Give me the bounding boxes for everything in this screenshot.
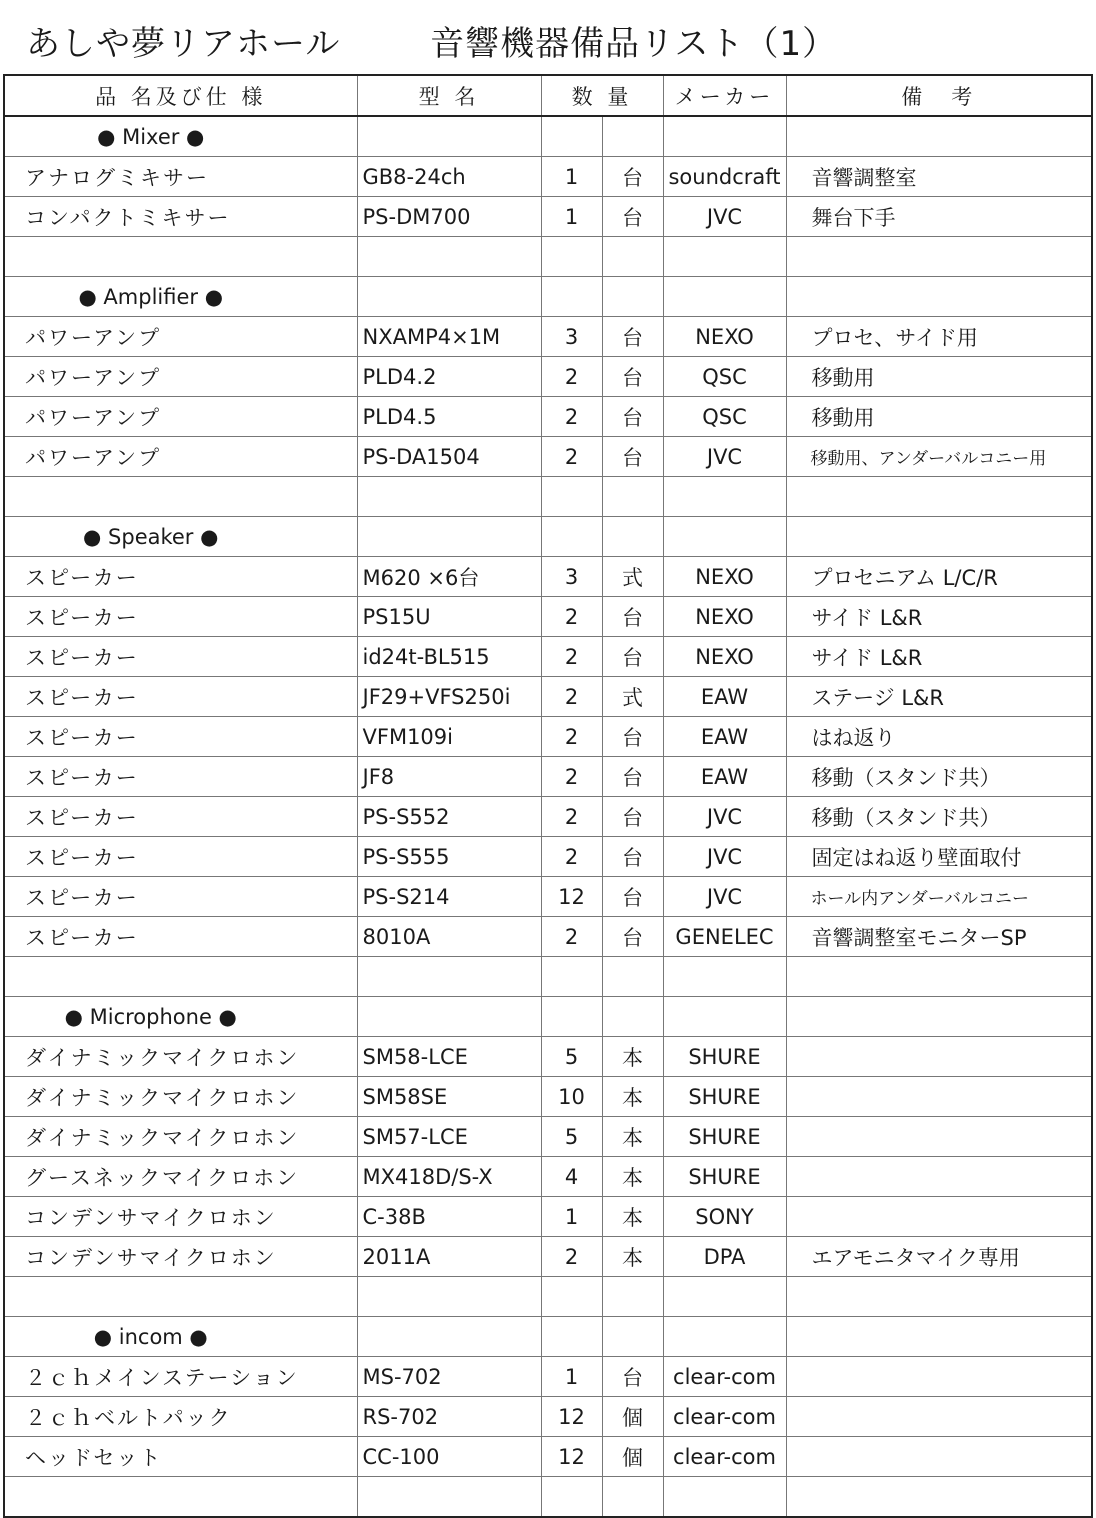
cell-qty: 2 xyxy=(541,357,602,397)
table-row xyxy=(4,1197,1092,1237)
cell-qty xyxy=(541,237,602,277)
cell-model: JF8 xyxy=(357,757,541,797)
cell-maker xyxy=(663,1277,786,1317)
category-label: ● Amplifier ● xyxy=(4,277,357,317)
cell-name: ダイナミックマイクロホン xyxy=(4,1037,357,1077)
cell-unit xyxy=(602,277,663,317)
cell-model xyxy=(357,477,541,517)
cell-maker xyxy=(663,477,786,517)
cell-model: id24t-BL515 xyxy=(357,637,541,677)
category-label: ● Microphone ● xyxy=(4,997,357,1037)
cell-name: パワーアンプ xyxy=(4,317,357,357)
cell-maker xyxy=(663,517,786,557)
cell-model: PS-S214 xyxy=(357,877,541,917)
cell-name: パワーアンプ xyxy=(4,357,357,397)
table-row xyxy=(4,1237,1092,1277)
cell-qty: 2 xyxy=(541,757,602,797)
cell-unit: 台 xyxy=(602,917,663,957)
cell-unit: 台 xyxy=(602,717,663,757)
cell-model: C-38B xyxy=(357,1197,541,1237)
cell-note xyxy=(786,1317,1092,1357)
table-header-row xyxy=(4,75,1092,116)
cell-qty: 2 xyxy=(541,717,602,757)
cell-maker: soundcraft xyxy=(663,157,786,197)
table-row xyxy=(4,557,1092,597)
category-row xyxy=(4,517,1092,557)
table-row xyxy=(4,437,1092,477)
cell-maker: NEXO xyxy=(663,557,786,597)
document-title: 音響機器備品リスト（1） xyxy=(430,24,838,64)
cell-unit: 本 xyxy=(602,1237,663,1277)
cell-unit: 式 xyxy=(602,677,663,717)
cell-qty: 2 xyxy=(541,437,602,477)
table-row xyxy=(4,317,1092,357)
cell-note xyxy=(786,957,1092,997)
cell-name: ダイナミックマイクロホン xyxy=(4,1077,357,1117)
cell-note: ステージ L&R xyxy=(786,677,1092,717)
cell-note xyxy=(786,1117,1092,1157)
cell-note xyxy=(786,237,1092,277)
cell-note xyxy=(786,1477,1092,1518)
cell-unit xyxy=(602,477,663,517)
cell-note: サイド L&R xyxy=(786,637,1092,677)
cell-maker: SHURE xyxy=(663,1077,786,1117)
cell-unit: 本 xyxy=(602,1037,663,1077)
cell-qty: 1 xyxy=(541,197,602,237)
cell-maker: JVC xyxy=(663,877,786,917)
cell-model xyxy=(357,957,541,997)
cell-model: PS15U xyxy=(357,597,541,637)
cell-note xyxy=(786,477,1092,517)
cell-unit: 台 xyxy=(602,757,663,797)
cell-note: エアモニタマイク専用 xyxy=(786,1237,1092,1277)
cell-name: ２ｃｈメインステーション xyxy=(4,1357,357,1397)
cell-qty: 12 xyxy=(541,877,602,917)
table-row xyxy=(4,357,1092,397)
category-row xyxy=(4,116,1092,157)
cell-note: 移動用 xyxy=(786,357,1092,397)
cell-qty: 1 xyxy=(541,157,602,197)
table-body xyxy=(4,116,1092,1517)
cell-model: CC-100 xyxy=(357,1437,541,1477)
table-row xyxy=(4,637,1092,677)
cell-model xyxy=(357,1477,541,1518)
cell-qty xyxy=(541,1477,602,1518)
cell-name: スピーカー xyxy=(4,637,357,677)
table-row xyxy=(4,917,1092,957)
cell-maker: QSC xyxy=(663,397,786,437)
cell-unit xyxy=(602,517,663,557)
cell-note xyxy=(786,1437,1092,1477)
cell-maker xyxy=(663,116,786,157)
cell-note: 固定はね返り壁面取付 xyxy=(786,837,1092,877)
cell-qty xyxy=(541,477,602,517)
blank-row xyxy=(4,1477,1092,1518)
cell-unit xyxy=(602,957,663,997)
cell-unit xyxy=(602,1317,663,1357)
cell-maker: clear-com xyxy=(663,1397,786,1437)
category-row xyxy=(4,997,1092,1037)
cell-model: PS-DA1504 xyxy=(357,437,541,477)
cell-model xyxy=(357,277,541,317)
cell-model: 2011A xyxy=(357,1237,541,1277)
cell-name xyxy=(4,957,357,997)
cell-note: 移動（スタンド共） xyxy=(786,797,1092,837)
cell-qty: 2 xyxy=(541,917,602,957)
cell-qty: 2 xyxy=(541,397,602,437)
cell-model: SM58-LCE xyxy=(357,1037,541,1077)
cell-qty: 3 xyxy=(541,557,602,597)
cell-note: 移動用、アンダーバルコニー用 xyxy=(786,437,1092,477)
cell-qty: 2 xyxy=(541,637,602,677)
cell-name: コンデンサマイクロホン xyxy=(4,1197,357,1237)
cell-qty: 5 xyxy=(541,1117,602,1157)
table-row xyxy=(4,677,1092,717)
cell-maker: clear-com xyxy=(663,1357,786,1397)
cell-qty: 1 xyxy=(541,1197,602,1237)
cell-note: プロセニアム L/C/R xyxy=(786,557,1092,597)
cell-name: スピーカー xyxy=(4,877,357,917)
cell-unit: 個 xyxy=(602,1437,663,1477)
cell-qty: 10 xyxy=(541,1077,602,1117)
cell-note xyxy=(786,1157,1092,1197)
table-row xyxy=(4,397,1092,437)
cell-qty: 3 xyxy=(541,317,602,357)
cell-unit: 本 xyxy=(602,1197,663,1237)
cell-note xyxy=(786,1197,1092,1237)
cell-maker: JVC xyxy=(663,197,786,237)
header-qty: 数 量 xyxy=(541,75,663,116)
cell-note: 舞台下手 xyxy=(786,197,1092,237)
cell-unit: 台 xyxy=(602,637,663,677)
cell-name: コンデンサマイクロホン xyxy=(4,1237,357,1277)
cell-unit: 台 xyxy=(602,197,663,237)
cell-unit: 台 xyxy=(602,357,663,397)
equipment-table xyxy=(3,74,1093,1518)
cell-unit xyxy=(602,997,663,1037)
cell-maker: QSC xyxy=(663,357,786,397)
header-maker: メーカー xyxy=(663,75,786,116)
cell-note: プロセ、サイド用 xyxy=(786,317,1092,357)
cell-model: VFM109i xyxy=(357,717,541,757)
cell-qty: 12 xyxy=(541,1437,602,1477)
cell-name xyxy=(4,477,357,517)
cell-maker xyxy=(663,237,786,277)
cell-name xyxy=(4,237,357,277)
cell-note: はね返り xyxy=(786,717,1092,757)
cell-name: パワーアンプ xyxy=(4,437,357,477)
blank-row xyxy=(4,237,1092,277)
cell-name: ダイナミックマイクロホン xyxy=(4,1117,357,1157)
cell-qty: 2 xyxy=(541,1237,602,1277)
cell-note: 音響調整室モニターSP xyxy=(786,917,1092,957)
cell-maker: EAW xyxy=(663,677,786,717)
cell-maker: SHURE xyxy=(663,1037,786,1077)
cell-unit: 式 xyxy=(602,557,663,597)
cell-unit: 台 xyxy=(602,837,663,877)
cell-qty xyxy=(541,1277,602,1317)
cell-model: 8010A xyxy=(357,917,541,957)
cell-qty xyxy=(541,277,602,317)
cell-note xyxy=(786,517,1092,557)
cell-maker: JVC xyxy=(663,837,786,877)
cell-note xyxy=(786,1037,1092,1077)
page-title xyxy=(26,20,837,68)
cell-maker xyxy=(663,1317,786,1357)
cell-qty: 12 xyxy=(541,1397,602,1437)
cell-name xyxy=(4,1277,357,1317)
cell-model: RS-702 xyxy=(357,1397,541,1437)
cell-qty: 2 xyxy=(541,797,602,837)
cell-note xyxy=(786,1397,1092,1437)
cell-model: PS-DM700 xyxy=(357,197,541,237)
blank-row xyxy=(4,1277,1092,1317)
cell-unit: 台 xyxy=(602,157,663,197)
cell-model: MS-702 xyxy=(357,1357,541,1397)
cell-model xyxy=(357,1317,541,1357)
category-row xyxy=(4,1317,1092,1357)
cell-unit xyxy=(602,1477,663,1518)
cell-maker xyxy=(663,277,786,317)
cell-qty: 2 xyxy=(541,837,602,877)
table-row xyxy=(4,1157,1092,1197)
hall-name: あしや夢リアホール xyxy=(26,24,341,64)
header-name: 品 名及び仕 様 xyxy=(4,75,357,116)
cell-unit xyxy=(602,1277,663,1317)
cell-note xyxy=(786,1077,1092,1117)
cell-unit: 台 xyxy=(602,597,663,637)
cell-name: スピーカー xyxy=(4,597,357,637)
table-row xyxy=(4,597,1092,637)
cell-note: 移動用 xyxy=(786,397,1092,437)
cell-name: ヘッドセット xyxy=(4,1437,357,1477)
cell-qty xyxy=(541,116,602,157)
cell-note: 音響調整室 xyxy=(786,157,1092,197)
cell-note xyxy=(786,1277,1092,1317)
table-row xyxy=(4,1437,1092,1477)
cell-name: スピーカー xyxy=(4,717,357,757)
cell-maker xyxy=(663,1477,786,1518)
table-row xyxy=(4,1357,1092,1397)
category-label: ● incom ● xyxy=(4,1317,357,1357)
cell-qty: 4 xyxy=(541,1157,602,1197)
cell-unit: 台 xyxy=(602,397,663,437)
cell-qty: 2 xyxy=(541,677,602,717)
cell-model xyxy=(357,116,541,157)
cell-maker: NEXO xyxy=(663,597,786,637)
header-model: 型 名 xyxy=(357,75,541,116)
cell-note: ホール内アンダーバルコニー xyxy=(786,877,1092,917)
cell-qty xyxy=(541,517,602,557)
cell-unit: 本 xyxy=(602,1077,663,1117)
cell-model xyxy=(357,517,541,557)
table-row xyxy=(4,1397,1092,1437)
cell-maker: JVC xyxy=(663,437,786,477)
table-row xyxy=(4,1117,1092,1157)
cell-note xyxy=(786,1357,1092,1397)
cell-unit: 個 xyxy=(602,1397,663,1437)
cell-note: サイド L&R xyxy=(786,597,1092,637)
cell-model: PS-S552 xyxy=(357,797,541,837)
cell-model xyxy=(357,997,541,1037)
cell-maker: DPA xyxy=(663,1237,786,1277)
cell-model: SM57-LCE xyxy=(357,1117,541,1157)
table-row xyxy=(4,837,1092,877)
cell-maker: SHURE xyxy=(663,1117,786,1157)
table-row xyxy=(4,797,1092,837)
cell-name: スピーカー xyxy=(4,677,357,717)
cell-maker: SHURE xyxy=(663,1157,786,1197)
cell-model: PLD4.2 xyxy=(357,357,541,397)
cell-maker: NEXO xyxy=(663,317,786,357)
blank-row xyxy=(4,477,1092,517)
cell-name: アナログミキサー xyxy=(4,157,357,197)
cell-unit xyxy=(602,237,663,277)
cell-model: GB8-24ch xyxy=(357,157,541,197)
cell-maker: NEXO xyxy=(663,637,786,677)
cell-unit: 台 xyxy=(602,797,663,837)
cell-qty: 5 xyxy=(541,1037,602,1077)
cell-note xyxy=(786,277,1092,317)
category-label: ● Speaker ● xyxy=(4,517,357,557)
cell-unit: 台 xyxy=(602,437,663,477)
table-row xyxy=(4,717,1092,757)
table-row xyxy=(4,1037,1092,1077)
cell-maker xyxy=(663,997,786,1037)
table-row xyxy=(4,757,1092,797)
cell-maker: EAW xyxy=(663,717,786,757)
cell-maker xyxy=(663,957,786,997)
cell-unit: 台 xyxy=(602,877,663,917)
cell-name: スピーカー xyxy=(4,557,357,597)
cell-maker: clear-com xyxy=(663,1437,786,1477)
cell-model xyxy=(357,237,541,277)
cell-model: M620 ×6台 xyxy=(357,557,541,597)
table-row xyxy=(4,1077,1092,1117)
cell-unit: 台 xyxy=(602,317,663,357)
cell-name: グースネックマイクロホン xyxy=(4,1157,357,1197)
cell-model: NXAMP4×1M xyxy=(357,317,541,357)
cell-model: SM58SE xyxy=(357,1077,541,1117)
cell-name: スピーカー xyxy=(4,797,357,837)
blank-row xyxy=(4,957,1092,997)
cell-maker: EAW xyxy=(663,757,786,797)
table-row xyxy=(4,157,1092,197)
cell-name: パワーアンプ xyxy=(4,397,357,437)
cell-name: ２ｃｈベルトパック xyxy=(4,1397,357,1437)
cell-name xyxy=(4,1477,357,1518)
cell-unit xyxy=(602,116,663,157)
cell-name: スピーカー xyxy=(4,757,357,797)
cell-note xyxy=(786,116,1092,157)
cell-unit: 台 xyxy=(602,1357,663,1397)
cell-maker: SONY xyxy=(663,1197,786,1237)
cell-qty xyxy=(541,997,602,1037)
cell-model: JF29+VFS250i xyxy=(357,677,541,717)
cell-model: PLD4.5 xyxy=(357,397,541,437)
cell-unit: 本 xyxy=(602,1157,663,1197)
cell-qty xyxy=(541,957,602,997)
cell-note: 移動（スタンド共） xyxy=(786,757,1092,797)
category-row xyxy=(4,277,1092,317)
cell-qty: 2 xyxy=(541,597,602,637)
cell-name: スピーカー xyxy=(4,837,357,877)
cell-model xyxy=(357,1277,541,1317)
table-row xyxy=(4,197,1092,237)
cell-maker: GENELEC xyxy=(663,917,786,957)
cell-note xyxy=(786,997,1092,1037)
table-row xyxy=(4,877,1092,917)
category-label: ● Mixer ● xyxy=(4,116,357,157)
header-note: 備 考 xyxy=(786,75,1092,116)
cell-name: コンパクトミキサー xyxy=(4,197,357,237)
cell-qty xyxy=(541,1317,602,1357)
cell-maker: JVC xyxy=(663,797,786,837)
cell-model: MX418D/S-X xyxy=(357,1157,541,1197)
cell-qty: 1 xyxy=(541,1357,602,1397)
cell-name: スピーカー xyxy=(4,917,357,957)
cell-unit: 本 xyxy=(602,1117,663,1157)
cell-model: PS-S555 xyxy=(357,837,541,877)
